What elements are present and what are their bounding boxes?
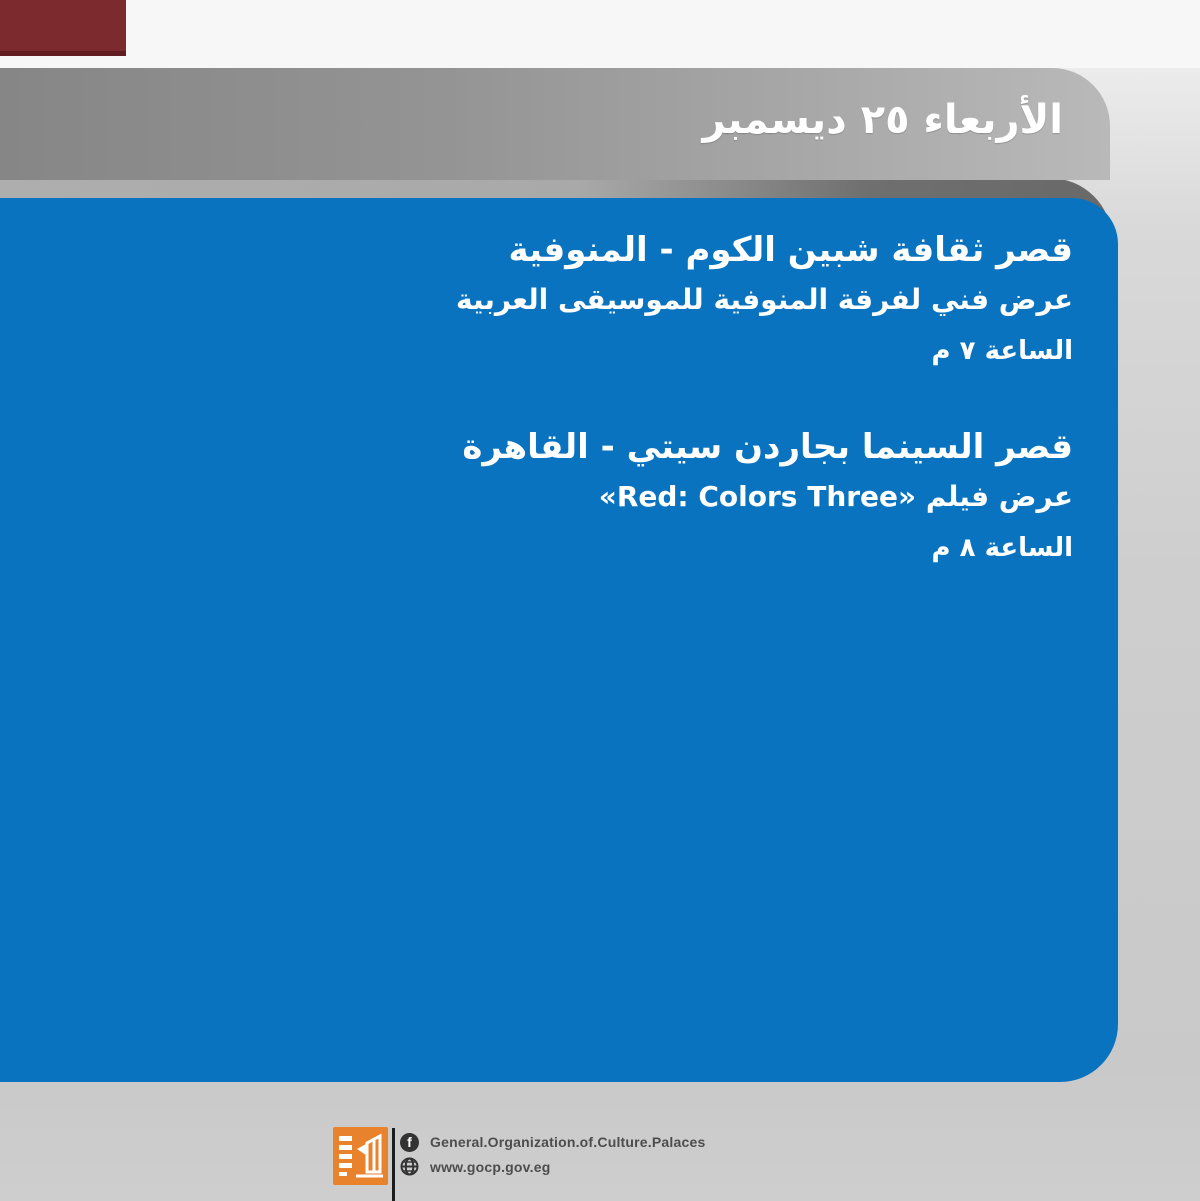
event-description [0,477,1073,518]
event-description [0,280,1073,321]
facebook-icon: f [400,1133,419,1152]
globe-icon [400,1157,419,1176]
gocp-logo [333,1127,388,1185]
event-description-text: عرض فني لفرقة المنوفية للموسيقى العربية [455,283,1073,317]
date-title: الأربعاء ٢٥ ديسمبر [702,97,1063,143]
venue-title: قصر السينما بجاردن سيتي - القاهرة [462,427,1073,468]
footer-divider-line [392,1128,395,1201]
venue-title: قصر ثقافة شبين الكوم - المنوفية [508,230,1073,270]
event-description-text: عرض فيلم [925,480,1073,514]
gocp-logo-icon [333,1127,388,1185]
events-list [0,198,1118,566]
events-panel [0,198,1118,1082]
website-url: www.gocp.gov.eg [430,1159,551,1175]
event-time: الساعة ٧ م [931,335,1073,366]
film-title: «Red: Colors Three» [598,480,917,514]
red-corner-tab [0,0,126,56]
date-banner [0,68,1110,180]
event-time: الساعة ٨ م [931,532,1073,563]
facebook-page-name: General.Organization.of.Culture.Palaces [430,1134,706,1150]
event-block [0,425,1073,566]
event-block [0,228,1073,369]
footer [0,1120,1200,1201]
